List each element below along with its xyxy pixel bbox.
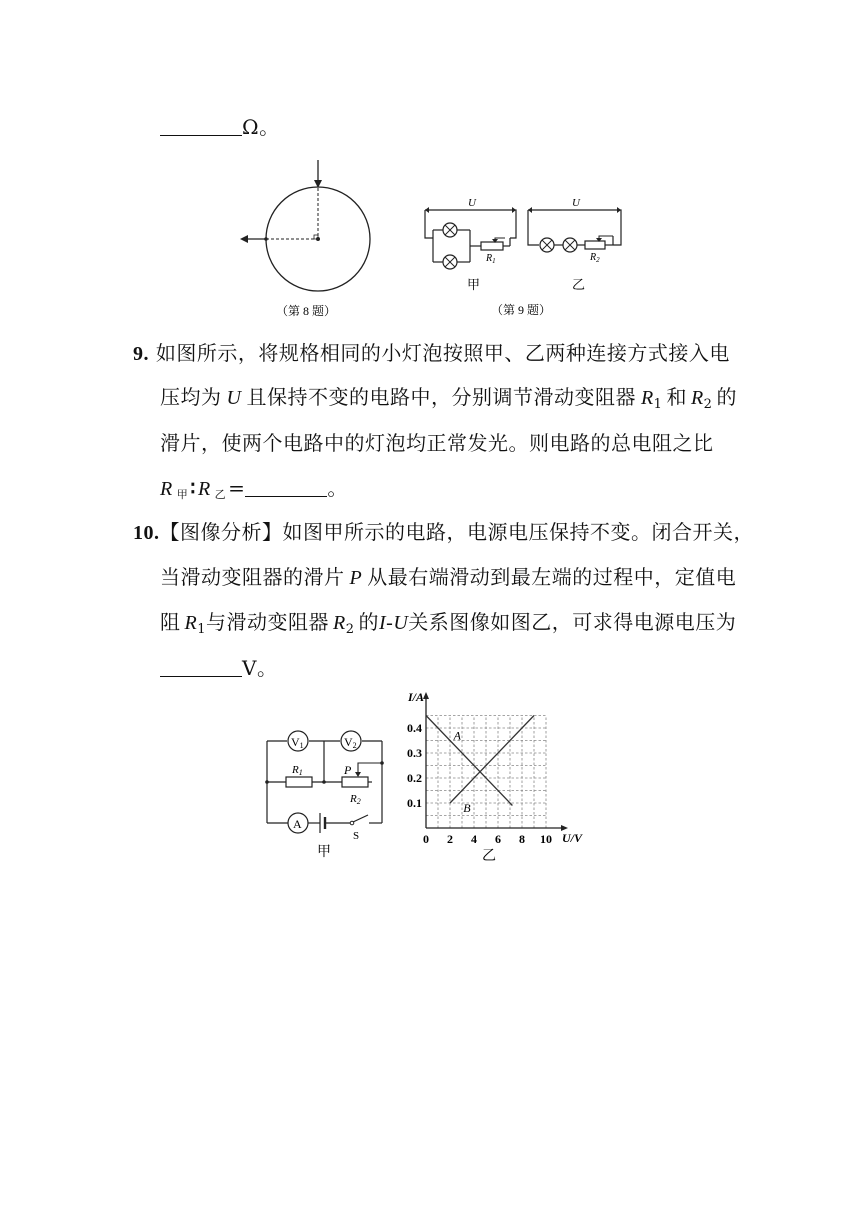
svg-text:S: S — [353, 830, 360, 842]
unit-text: Ω。 — [242, 115, 280, 139]
chart-ticks — [407, 721, 552, 846]
svg-text:甲: 甲 — [467, 277, 481, 292]
left-dot — [264, 237, 268, 241]
answer-blank[interactable] — [245, 476, 327, 497]
y-tick-label: 0.4 — [407, 721, 422, 735]
y-tick-label: 0.3 — [407, 746, 422, 760]
svg-text:V1: V1 — [291, 735, 304, 750]
svg-text:乙: 乙 — [572, 277, 586, 292]
fig8-caption: （第 8 题） — [276, 304, 337, 318]
circuit-jia-q9 — [425, 197, 516, 292]
resistor-r1 — [286, 777, 312, 787]
question-number: 9 — [133, 343, 144, 365]
x-axis-label: U/V — [562, 831, 583, 845]
q9-line-3: 滑片，使两个电路中的灯泡均正常发光。则电路的总电阻之比 — [160, 431, 714, 455]
q8-answer-line — [160, 113, 280, 141]
answer-blank[interactable] — [160, 656, 242, 677]
svg-text:甲: 甲 — [317, 845, 331, 860]
svg-text:U: U — [572, 197, 580, 209]
series-line-a — [426, 716, 512, 806]
chart-grid — [426, 716, 546, 829]
answer-blank[interactable] — [160, 115, 242, 136]
series-line-b — [450, 716, 534, 804]
figure-q8 — [230, 160, 390, 325]
y-tick-label: 0.1 — [407, 796, 422, 810]
iu-chart — [396, 690, 596, 865]
svg-text:R1: $R_1$ — [486, 253, 496, 265]
series-label-b: B — [463, 800, 471, 815]
q10-line-1: 10.【图像分析】如图甲所示的电路，电源电压保持不变。闭合开关， — [133, 520, 754, 544]
x-tick-label: 6 — [495, 832, 501, 846]
question-number: 10 — [133, 522, 154, 544]
svg-text:A: A — [293, 817, 302, 831]
circuit-yi-q9 — [528, 197, 621, 292]
figure-q9 — [415, 190, 640, 325]
x-tick-label: 10 — [540, 832, 552, 846]
arrow-left-head — [240, 235, 248, 243]
q10-line-2: 当滑动变阻器的滑片 P 从最右端滑动到最左端的过程中，定值电 — [160, 565, 737, 589]
svg-text:P: P — [344, 763, 352, 777]
q9-line-1: 9. 如图所示，将规格相同的小灯泡按照甲、乙两种连接方式接入电 — [133, 341, 730, 365]
q10-line-3: 阻 $R_1$与滑动变阻器 $R_2$ 的I-U关系图像如图乙，可求得电源电压为 — [160, 610, 737, 637]
svg-text:U: U — [468, 197, 476, 209]
x-tick-label: 4 — [471, 832, 477, 846]
question-tag: 【图像分析】 — [159, 520, 283, 544]
chart-axes — [423, 692, 568, 831]
x-tick-label: 8 — [519, 832, 525, 846]
svg-text:R2: R2 — [350, 793, 361, 806]
x-tick-label: 0 — [423, 832, 429, 846]
svg-text:R1: R1 — [292, 764, 303, 777]
figure-q10-circuit — [262, 725, 392, 860]
series-label-a: A — [453, 728, 461, 743]
fig9-caption: （第 9 题） — [491, 303, 552, 317]
x-tick-label: 2 — [447, 832, 453, 846]
chart-caption: 乙 — [482, 849, 496, 864]
y-tick-label: 0.2 — [407, 771, 422, 785]
y-axis-label: I/A — [408, 690, 425, 704]
q9-line-2: 压均为 U 且保持不变的电路中，分别调节滑动变阻器 $R_1$ 和 $R_2$ 的 — [160, 385, 737, 412]
rheostat-r2 — [342, 777, 368, 787]
svg-text:V2: V2 — [344, 735, 357, 750]
svg-text:R2: $R_2$ — [590, 252, 600, 264]
q10-line-4: V。 — [160, 654, 277, 682]
switch-blade — [353, 815, 368, 822]
q9-line-4: R甲 ∶ R 乙 = 。 — [160, 476, 348, 501]
